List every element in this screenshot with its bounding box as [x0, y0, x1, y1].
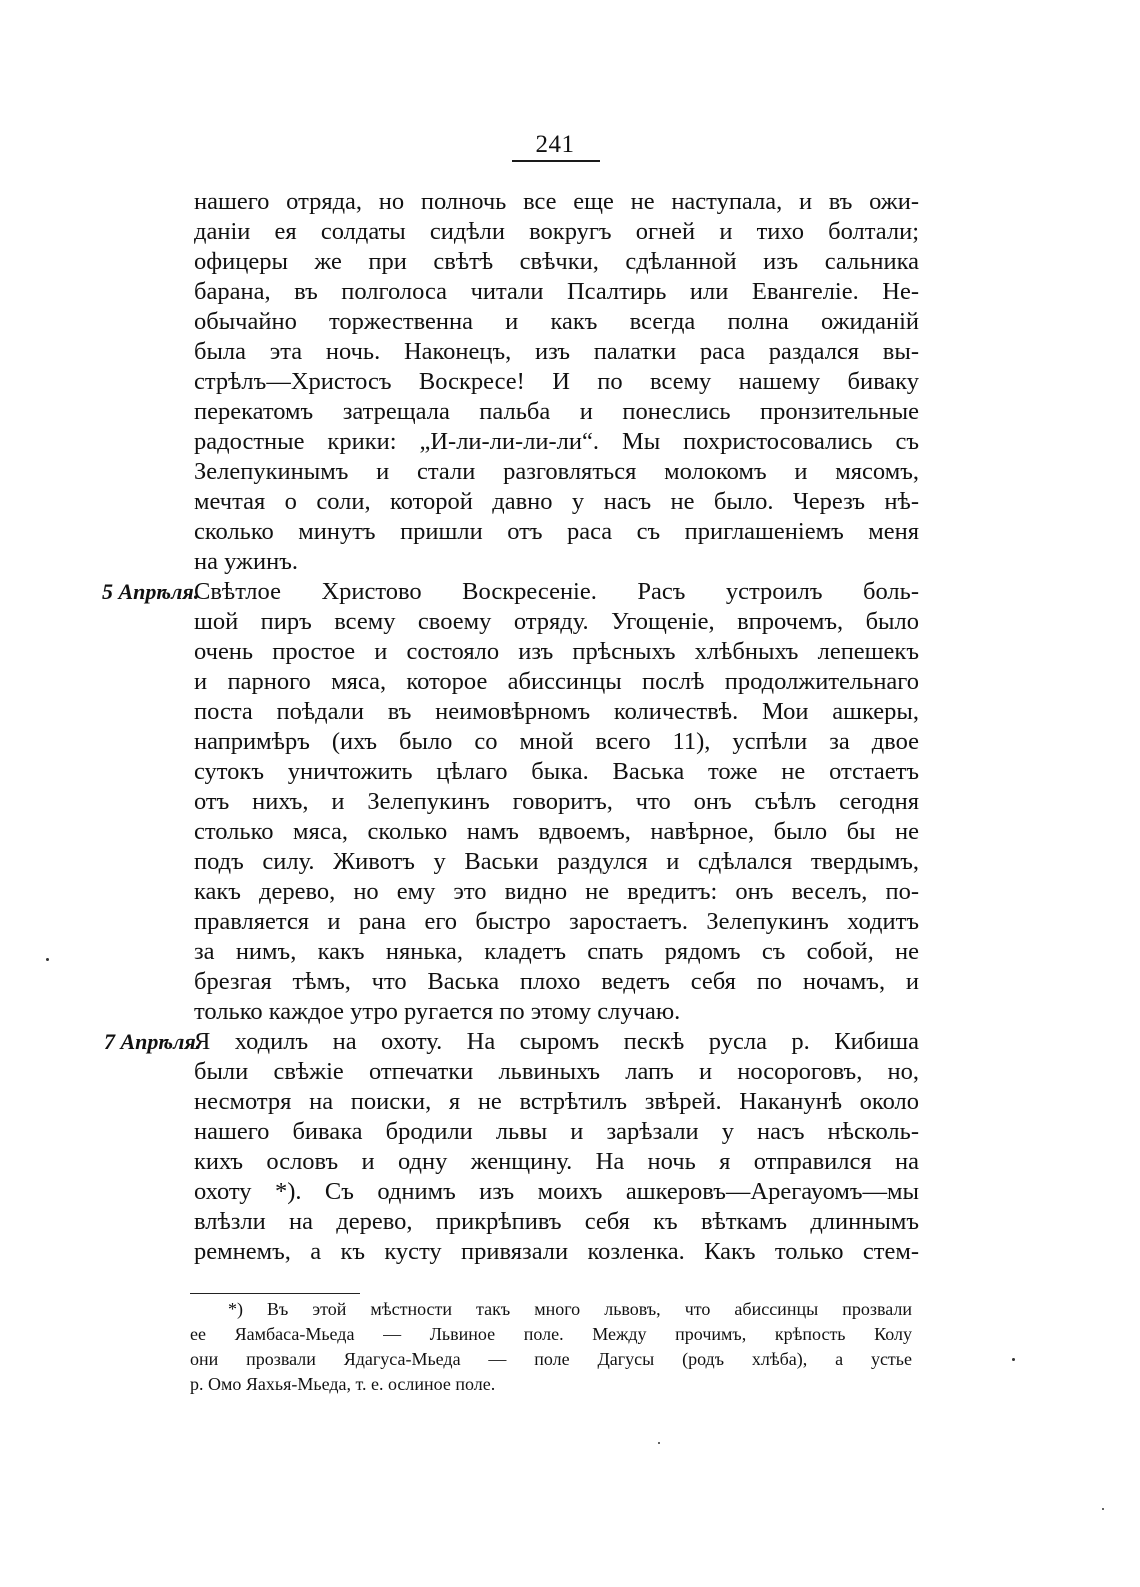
text-line: Я ходилъ на охоту. На сыромъ пескѣ русла р. Кибиша [194, 1028, 919, 1055]
text-line: правляется и рана его быстро заростаетъ. Зелепукинъ ходитъ [194, 908, 919, 935]
text-line: подъ силу. Животъ у Васьки раздулся и сдѣлался твердымъ, [194, 848, 919, 875]
text-line: радостные крики: „И-ли-ли-ли-ли“. Мы похристосовались съ [194, 428, 919, 455]
diary-entry-april-7 [104, 1027, 919, 1057]
footnote-rule [190, 1293, 360, 1294]
footnote-line: *) Въ этой мѣстности такъ много львовъ, что абиссинцы прозвали [228, 1299, 912, 1319]
text-line: перекатомъ затрещала пальба и понеслись пронзительные [194, 398, 919, 425]
text-line: кихъ ословъ и одну женщину. На ночь я отправился на [194, 1148, 919, 1175]
text-line: нашего отряда, но полночь все еще не наступала, и въ ожи- [194, 188, 919, 215]
date-label: 5 Апрѣля. [102, 579, 200, 604]
page-number: 241 [535, 131, 575, 158]
text-line: стрѣлъ—Христосъ Воскресе! И по всему нашему биваку [194, 368, 919, 395]
text-line: Свѣтлое Христово Воскресеніе. Расъ устроилъ боль- [194, 578, 919, 605]
footnote-line: р. Омо Яахья-Мьеда, т. е. ослиное поле. [190, 1374, 496, 1394]
text-line: на ужинъ. [194, 548, 298, 575]
text-line: мечтая о соли, которой давно у насъ не было. Черезъ нѣ- [194, 488, 919, 515]
text-line: охоту *). Съ однимъ изъ моихъ ашкеровъ—Арегауомъ—мы [194, 1178, 919, 1205]
text-line: шой пиръ всему своему отряду. Угощеніе, впрочемъ, было [194, 608, 919, 635]
scan-speck [1102, 1508, 1104, 1510]
scan-speck [46, 958, 49, 961]
text-line: очень простое и состояло изъ прѣсныхъ хлѣбныхъ лепешекъ [194, 638, 919, 665]
text-line: ремнемъ, а къ кусту привязали козленка. Какъ только стем- [194, 1238, 919, 1265]
text-line: обычайно торжественна и какъ всегда полна ожиданій [194, 308, 919, 335]
text-line: за нимъ, какъ нянька, кладетъ спать рядомъ съ собой, не [194, 938, 919, 965]
text-line: столько мяса, сколько намъ вдвоемъ, навѣрное, было бы не [194, 818, 919, 845]
text-line: даніи ея солдаты сидѣли вокругъ огней и тихо болтали; [194, 218, 919, 245]
text-line: брезгая тѣмъ, что Васька плохо ведетъ себя по ночамъ, и [194, 968, 919, 995]
main-text [102, 187, 919, 1267]
text-line: сутокъ уничтожить цѣлаго быка. Васька тоже не отстаетъ [194, 758, 919, 785]
text-line: напримѣръ (ихъ было со мной всего 11), успѣли за двое [194, 728, 919, 755]
text-line: офицеры же при свѣтѣ свѣчки, сдѣланной изъ сальника [194, 248, 919, 275]
text-line: нашего бивака бродили львы и зарѣзали у насъ нѣсколь- [194, 1118, 919, 1145]
diary-entry-april-5 [102, 577, 919, 607]
text-line: барана, въ полголоса читали Псалтирь или Евангеліе. Не- [194, 278, 919, 305]
text-line: были свѣжіе отпечатки львиныхъ лапъ и носороговъ, но, [194, 1058, 919, 1085]
text-line: была эта ночь. Наконецъ, изъ палатки раса раздался вы- [194, 338, 919, 365]
date-label: 7 Апрѣля. [104, 1029, 202, 1054]
text-line: и парного мяса, которое абиссинцы послѣ продолжительнаго [194, 668, 919, 695]
header-rule [512, 160, 600, 162]
footnote [190, 1297, 912, 1397]
text-line: Зелепукинымъ и стали разговляться молокомъ и мясомъ, [194, 458, 919, 485]
text-line: поста поѣдали въ неимовѣрномъ количествѣ. Мои ашкеры, [194, 698, 919, 725]
text-line: только каждое утро ругается по этому случаю. [194, 998, 681, 1025]
text-line: отъ нихъ, и Зелепукинъ говоритъ, что онъ съѣлъ сегодня [194, 788, 919, 815]
footnote-line: ее Яамбаса-Мьеда — Львиное поле. Между прочимъ, крѣпость Колу [190, 1324, 912, 1344]
text-line: влѣзли на дерево, прикрѣпивъ себя къ вѣткамъ длиннымъ [194, 1208, 919, 1235]
text-line: какъ дерево, но ему это видно не вредитъ: онъ веселъ, по- [194, 878, 919, 905]
footnote-line: они прозвали Ядагуса-Мьеда — поле Дагусы (родъ хлѣба), а устье [190, 1349, 912, 1369]
scan-speck [658, 1442, 660, 1444]
scan-speck [1012, 1358, 1015, 1361]
text-line: несмотря на поиски, я не встрѣтилъ звѣрей. Наканунѣ около [194, 1088, 919, 1115]
text-line: сколько минутъ пришли отъ раса съ приглашеніемъ меня [194, 518, 919, 545]
